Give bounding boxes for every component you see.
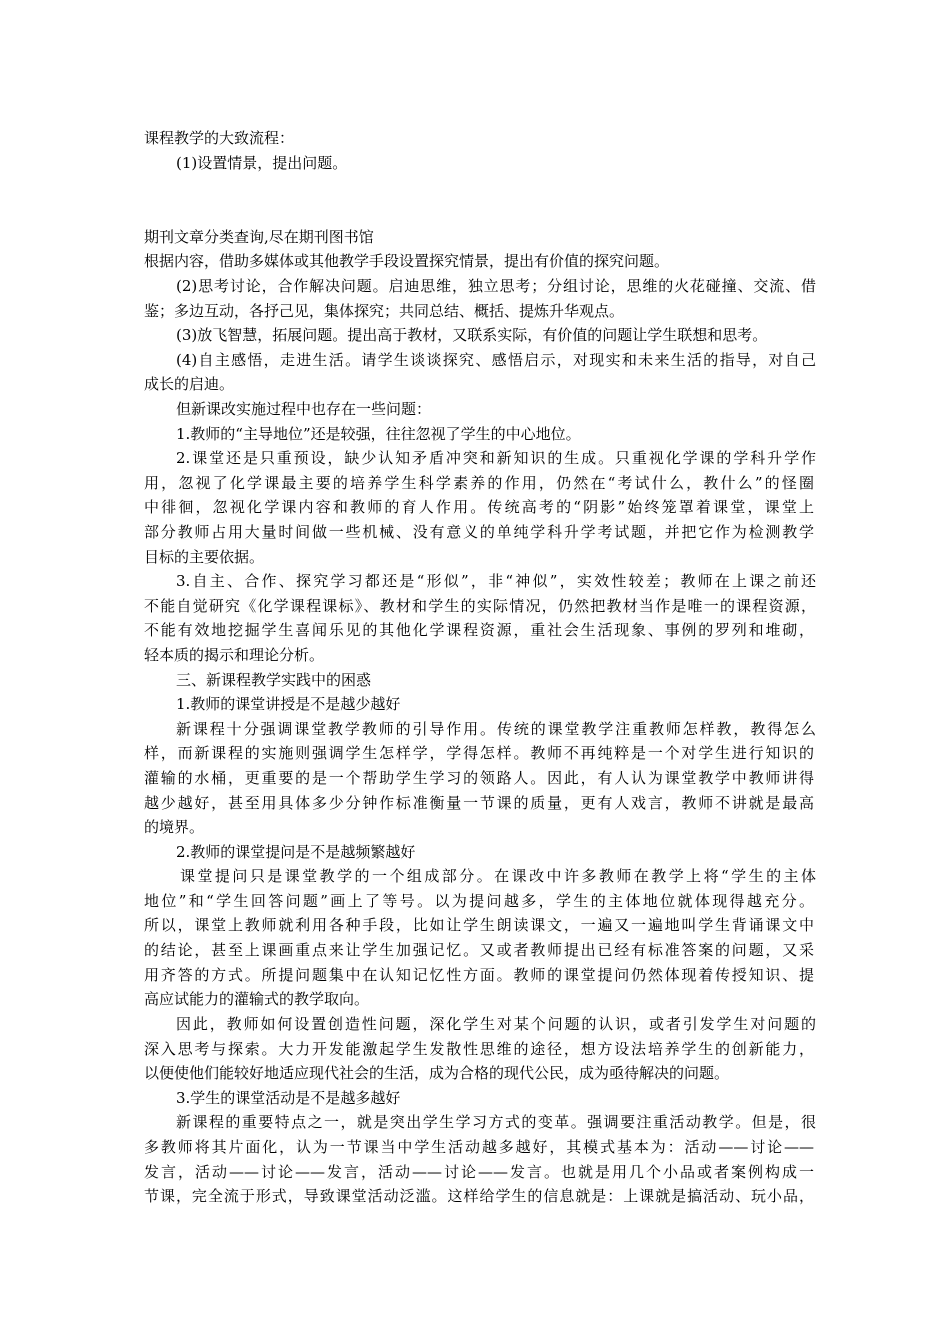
paragraph-line: 根据内容，借助多媒体或其他教学手段设置探究情景，提出有价值的探究问题。 xyxy=(144,252,670,270)
paragraph-line: 多教师将其片面化，认为一节课当中学生活动越多越好，其模式基本为：活动——讨论—— xyxy=(144,1138,814,1156)
paragraph-line: 目标的主要依据。 xyxy=(144,548,265,566)
paragraph-line: 地位”和“学生回答问题”画上了等号。以为提问越多，学生的主体地位就体现得越充分。 xyxy=(144,892,814,910)
paragraph-line: 中徘徊，忽视化学课内容和教师的育人作用。传统高考的“阴影”始终笼罩着课堂，课堂上 xyxy=(144,498,814,516)
step-1: (1)设置情景，提出问题。 xyxy=(176,154,348,172)
paragraph-line: 越少越好，甚至用具体多少分钟作标准衡量一节课的质量，更有人戏言，教师不讲就是最高 xyxy=(144,794,814,812)
problem-2: 2.课堂还是只重预设，缺少认知矛盾冲突和新知识的生成。只重视化学课的学科升学作 xyxy=(176,449,816,467)
paragraph-line: 高应试能力的灌输式的教学取向。 xyxy=(144,990,370,1008)
step-3: (3)放飞智慧，拓展问题。提出高于教材，又联系实际，有价值的问题让学生联想和思考。 xyxy=(176,326,768,344)
paragraph-line: 新课程十分强调课堂教学教师的引导作用。传统的课堂教学注重教师怎样教，教得怎么 xyxy=(176,720,816,738)
paragraph-line: 部分教师占用大量时间做一些机械、没有意义的单纯学科升学考试题，并把它作为检测教学 xyxy=(144,523,814,541)
subheading-2: 2.教师的课堂提问是不是越频繁越好 xyxy=(176,843,416,861)
paragraph-line: 课堂提问只是课堂教学的一个组成部分。在课改中许多教师在教学上将“学生的主体 xyxy=(180,867,816,885)
journal-notice: 期刊文章分类查询,尽在期刊图书馆 xyxy=(144,228,374,246)
step-4: (4)自主感悟，走进生活。请学生谈谈探究、感悟启示，对现实和未来生活的指导，对自己 xyxy=(176,351,816,369)
problems-intro: 但新课改实施过程中也存在一些问题： xyxy=(176,400,432,418)
paragraph-line: 用齐答的方式。所提问题集中在认知记忆性方面。教师的课堂提问仍然体现着传授知识、提 xyxy=(144,966,814,984)
section-heading: 三、新课程教学实践中的困惑 xyxy=(176,671,372,689)
subheading-3: 3.学生的课堂活动是不是越多越好 xyxy=(176,1089,401,1107)
paragraph-line: 鉴；多边互动，各抒己见，集体探究；共同总结、概括、提炼升华观点。 xyxy=(144,302,625,320)
paragraph-line: 新课程的重要特点之一，就是突出学生学习方式的变革。强调要注重活动教学。但是，很 xyxy=(176,1113,816,1131)
problem-1: 1.教师的“主导地位”还是较强，往往忽视了学生的中心地位。 xyxy=(176,425,581,443)
paragraph-line: 发言，活动——讨论——发言，活动——讨论——发言。也就是用几个小品或者案例构成一 xyxy=(144,1163,814,1181)
subheading-1: 1.教师的课堂讲授是不是越少越好 xyxy=(176,695,401,713)
flow-heading: 课程教学的大致流程： xyxy=(144,129,295,147)
paragraph-line: 轻本质的揭示和理论分析。 xyxy=(144,646,325,664)
step-2: (2)思考讨论，合作解决问题。启迪思维，独立思考；分组讨论，思维的火花碰撞、交流、借 xyxy=(176,277,816,295)
paragraph-line: 所以，课堂上教师就利用各种手段，比如让学生朗读课文，一遍又一遍地叫学生背诵课文中 xyxy=(144,916,814,934)
paragraph-line: 深入思考与探索。大力开发能激起学生发散性思维的途径，想方设法培养学生的创新能力， xyxy=(144,1040,814,1058)
paragraph-line: 的境界。 xyxy=(144,818,205,836)
paragraph-line: 灌输的水桶，更重要的是一个帮助学生学习的领路人。因此，有人认为课堂教学中教师讲得 xyxy=(144,769,814,787)
problem-3: 3.自主、合作、探究学习都还是“形似”，非“神似”，实效性较差；教师在上课之前还 xyxy=(176,572,816,590)
paragraph-line: 节课，完全流于形式，导致课堂活动泛滥。这样给学生的信息就是：上课就是搞活动、玩小品， xyxy=(144,1187,814,1205)
paragraph-line: 成长的启迪。 xyxy=(144,375,235,393)
paragraph-line: 不能有效地挖掘学生喜闻乐见的其他化学课程资源，重社会生活现象、事例的罗列和堆砌， xyxy=(144,621,814,639)
paragraph-line: 因此，教师如何设置创造性问题，深化学生对某个问题的认识，或者引发学生对问题的 xyxy=(176,1015,816,1033)
paragraph-line: 用，忽视了化学课最主要的培养学生科学素养的作用，仍然在“考试什么，教什么”的怪圈 xyxy=(144,474,814,492)
paragraph-line: 以便使他们能较好地适应现代社会的生活，成为合格的现代公民，成为亟待解决的问题。 xyxy=(144,1064,730,1082)
paragraph-line: 的结论，甚至上课画重点来让学生加强记忆。又或者教师提出已经有标准答案的问题，又采 xyxy=(144,941,814,959)
paragraph-line: 不能自觉研究《化学课程课标》、教材和学生的实际情况，仍然把教材当作是唯一的课程资源， xyxy=(144,597,816,615)
paragraph-line: 样，而新课程的实施则强调学生怎样学，学得怎样。教师不再纯粹是一个对学生进行知识的 xyxy=(144,744,814,762)
